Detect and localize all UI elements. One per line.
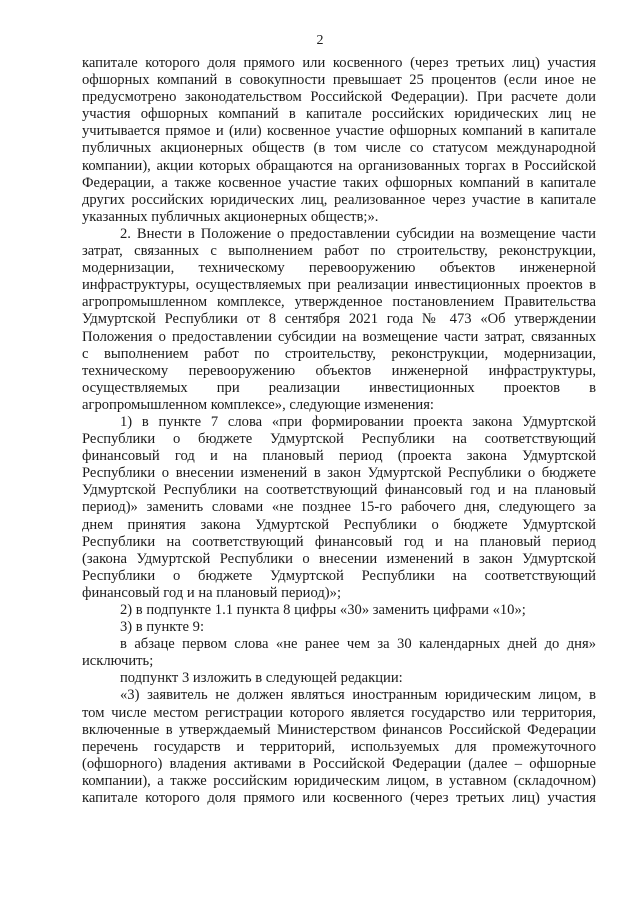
text-line: подпункт 3 изложить в следующей редакции:	[120, 670, 403, 687]
text-line: Удмуртской Республики на соответствующий финансовый год и на плановый	[82, 482, 596, 499]
text-line: 2) в подпункте 1.1 пункта 8 цифры «30» заменить цифрами «10»;	[120, 602, 526, 618]
text-line: Федерации, а также косвенное участие таких офшорных компаний в капитале	[82, 174, 596, 191]
text-line: период)» заменить словами «не позднее 15-го рабочего дня, следующего за	[82, 499, 596, 516]
text-line: затрат, связанных с выполнением работ по строительству, реконструкции,	[82, 243, 596, 260]
text-line: Республики о внесении изменений в закон Удмуртской Республики о бюджете	[82, 465, 596, 482]
text-line: компании), акции которых обращаются на организованных торгах в Российской	[82, 157, 596, 174]
text-line: днем принятия закона Удмуртской Республики о бюджете Удмуртской	[82, 516, 596, 533]
text-line: финансовый год и на плановый период)»;	[82, 584, 341, 601]
text-line: Республики на соответствующий финансовый год и на плановый период	[82, 533, 596, 550]
text-line: капитале которого доля прямого или косвенного (через третьих лиц) участия	[82, 55, 596, 71]
text-line: компании), а также российским юридическим лицом, в уставном (складочном)	[82, 772, 596, 789]
text-line: исключить;	[82, 653, 154, 670]
text-line: финансовый год и на плановый период (проекта закона Удмуртской	[82, 448, 596, 465]
text-line: учитывается прямое и (или) косвенное участие офшорных компаний в капитале	[82, 123, 596, 140]
page-number: 2	[316, 33, 324, 48]
text-line: агропромышленном комплексе», следующие изменения:	[82, 396, 434, 413]
text-line: (офшорного) владения активами в Российской Федерации (далее – офшорные	[82, 755, 596, 772]
text-line: включенные в утверждаемый Министерством финансов Российской Федерации	[82, 721, 596, 738]
text-line: Удмуртской Республики от 8 сентября 2021 года № 473 «Об утверждении	[82, 311, 596, 328]
text-line: инфраструктуры, осуществляемых при реализации инвестиционных проектов в	[82, 277, 596, 294]
text-line: модернизации, техническому перевооружению объектов инженерной	[82, 260, 596, 277]
document-body	[82, 55, 596, 807]
text-line: 3) в пункте 9:	[120, 619, 205, 636]
text-line: публичных акционерных обществ (в том числе со статусом международной	[82, 140, 596, 157]
text-line: с выполнением работ по строительству, реконструкции, модернизации,	[82, 345, 596, 362]
text-line: осуществляемых при реализации инвестиционных проектов в	[82, 379, 596, 396]
text-line: «3) заявитель не должен являться иностранным юридическим лицом, в	[120, 687, 596, 704]
text-line: Положения о предоставлении субсидии на возмещение части затрат, связанных	[82, 328, 596, 345]
text-line: 2. Внести в Положение о предоставлении субсидии на возмещение части	[120, 225, 596, 242]
text-line: том числе местом регистрации которого является государство или территория,	[82, 704, 596, 721]
text-line: перечень государств и территорий, используемых для промежуточного	[82, 738, 596, 755]
text-line: других российских юридических лиц, реализованное через участие в капитале	[82, 191, 596, 208]
text-line: в абзаце первом слова «не ранее чем за 30 календарных дней до дня»	[120, 636, 596, 653]
text-line: агропромышленном комплексе, утвержденное постановлением Правительства	[82, 294, 596, 311]
text-line: Республики о бюджете Удмуртской Республики на соответствующий	[82, 567, 596, 584]
text-line: техническому перевооружению объектов инженерной инфраструктуры,	[82, 362, 596, 379]
text-line: предусмотрено законодательством Российской Федерации). При расчете доли	[82, 89, 596, 106]
text-line: указанных публичных акционерных обществ;».	[82, 208, 379, 225]
text-line: 1) в пункте 7 слова «при формировании проекта закона Удмуртской	[120, 413, 596, 430]
text-line: капитале которого доля прямого или косвенного (через третьих лиц) участия	[82, 790, 596, 807]
text-line: участия офшорных компаний в капитале российских юридических лиц не	[82, 106, 596, 123]
text-line: Республики о бюджете Удмуртской Республики на соответствующий	[82, 431, 596, 448]
text-line: (закона Удмуртской Республики о внесении изменений в закон Удмуртской	[82, 550, 596, 567]
text-line: офшорных компаний в совокупности превышает 25 процентов (если иное не	[82, 72, 596, 89]
